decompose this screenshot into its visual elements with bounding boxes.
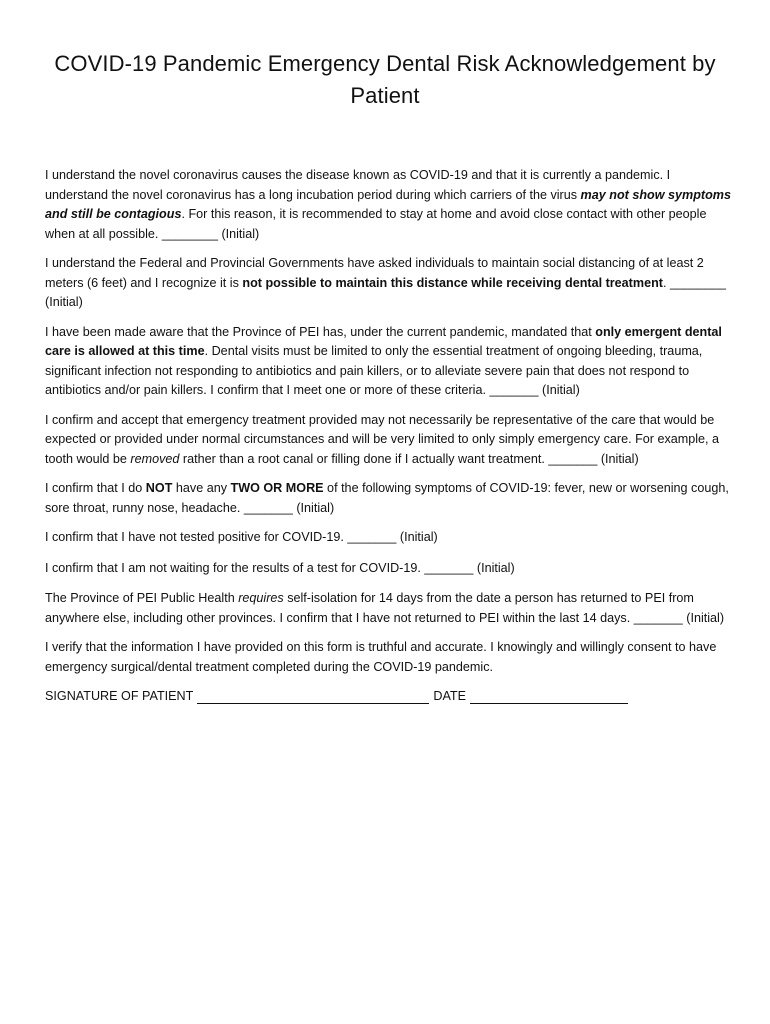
- signature-label: SIGNATURE OF PATIENT: [45, 689, 194, 703]
- paragraph-emphasis: not possible to maintain this distance while receiving dental treatment: [242, 275, 663, 290]
- paragraph-text: rather than a root canal or filling done if I actually want treatment. _______ (Initial): [179, 451, 639, 466]
- date-field[interactable]: [470, 691, 628, 704]
- signature-field[interactable]: [197, 691, 429, 704]
- paragraph-emphasis: requires: [238, 591, 284, 605]
- paragraph-incubation: [45, 166, 735, 244]
- paragraph-emphasis: may not show symptoms and still be contagious: [45, 187, 732, 221]
- paragraph-emergent-care: [45, 323, 735, 401]
- date-label: DATE: [433, 689, 466, 703]
- paragraph-text: I confirm that I do: [45, 481, 146, 495]
- paragraph-self-isolation: [45, 589, 735, 628]
- paragraph-text: of the following symptoms of COVID-19: fever, new or worsening cough, sore throat, runny nose, headache. _______ (Initial): [45, 481, 729, 515]
- paragraph-verification: I verify that the information I have provided on this form is truthful and accurate. I knowingly and willingly consent to have emergency surgical/dental treatment completed during the COVID-19 pandemic.: [45, 640, 717, 674]
- document-title: COVID-19 Pandemic Emergency Dental Risk Acknowledgement by Patient: [54, 51, 716, 108]
- paragraph-emphasis: TWO OR MORE: [230, 481, 324, 495]
- paragraph-text: I understand the novel coronavirus causes the disease known as COVID-19 and that it is currently a pandemic. I understand the novel coronavirus has a long incubation period during which carriers of the virus: [45, 168, 671, 202]
- document-body: [45, 166, 735, 707]
- paragraph-emphasis: removed: [130, 451, 180, 466]
- paragraph-text: I confirm and accept that emergency treatment provided may not necessarily be representative of the care that would be expected or provided under normal circumstances and will be very limited to only simply emergency care. For example, a tooth would be: [45, 412, 720, 466]
- paragraph-tested-positive: I confirm that I have not tested positive for COVID-19. _______ (Initial): [45, 530, 438, 544]
- paragraph-text: The Province of PEI Public Health: [45, 591, 239, 605]
- paragraph-symptoms: [45, 479, 735, 518]
- paragraph-awaiting-results: I confirm that I am not waiting for the results of a test for COVID-19. _______ (Initial): [45, 560, 515, 575]
- paragraph-emphasis: only emergent dental care is allowed at this time: [45, 324, 722, 358]
- paragraph-treatment-limits: [45, 411, 735, 470]
- paragraph-social-distancing: [45, 254, 735, 313]
- paragraph-text: . ________ (Initial): [45, 275, 726, 309]
- paragraph-text: . For this reason, it is recommended to stay at home and avoid close contact with other people when at all possible. ________ (Initial): [45, 207, 707, 241]
- paragraph-text: . Dental visits must be limited to only the essential treatment of ongoing bleeding, trauma, significant infection not responding to antibiotics and pain killers, or to alleviate severe pain that does not respond to antibiotics and/or pain killers. I confirm that I meet one or more of these criteria. _______ (Initial): [45, 344, 703, 397]
- paragraph-text: self-isolation for 14 days from the date a person has returned to PEI from anywhere else, including other provinces. I confirm that I have not returned to PEI within the last 14 days. _______ (Initial): [45, 591, 725, 625]
- signature-row: [45, 687, 735, 707]
- paragraph-emphasis: NOT: [145, 481, 173, 495]
- paragraph-text: have any: [172, 481, 231, 495]
- paragraph-text: I understand the Federal and Provincial Governments have asked individuals to maintain social distancing of at least 2 meters (6 feet) and I recognize it is: [45, 256, 704, 290]
- paragraph-text: I have been made aware that the Province of PEI has, under the current pandemic, mandated that: [45, 324, 596, 339]
